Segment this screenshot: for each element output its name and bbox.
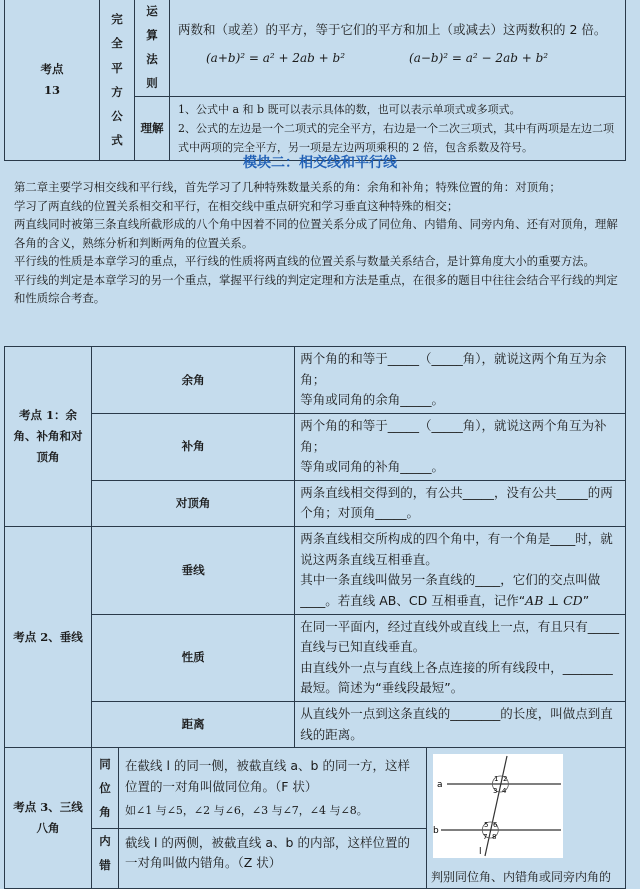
supplementary-line-1: 两个角的和等于_____（_____角），就说这两个角互为补角； (300, 417, 607, 454)
supplementary-label: 补角 (92, 413, 295, 480)
topic-name-cell: 完全平方公式 (100, 0, 135, 161)
supplementary-cell (295, 413, 626, 480)
angle-label: 3 (493, 787, 498, 796)
supplementary-line-2: 等角或同角的补角_____。 (300, 459, 445, 475)
intro-paragraph: 平行线的判定是本章学习的另一个重点，掌握平行线的判定定理和方法是重点，在很多的题目中往往会结合平行线的判定和性质综合考查。 (14, 272, 618, 305)
angle-label: 4 (502, 787, 507, 796)
topic-3-cell: 考点 3、三线八角 (5, 748, 92, 889)
perpendicular-line-2 (300, 570, 620, 611)
intro-paragraph: 学习了两直线的位置关系相交和平行，在相交线中重点研究和学习垂直这种特殊的相交； (14, 198, 459, 213)
complementary-cell (295, 347, 626, 414)
topic-13-cell: 考点 13 (5, 0, 100, 161)
alternate-angle-label: 内错 (92, 828, 119, 888)
chapter-intro (14, 178, 626, 308)
distance-label: 距离 (92, 702, 295, 748)
knowledge-table (4, 346, 626, 889)
module-title: 模块二：相交线和平行线 (243, 155, 397, 171)
angle-label: 1 (494, 775, 499, 784)
angle-label: 2 (503, 775, 508, 784)
intro-paragraph: 第二章主要学习相交线和平行线，首先学习了几种特殊数量关系的角：余角和补角；特殊位置的角：对顶角； (14, 180, 561, 194)
property-label: 性质 (92, 614, 295, 702)
formula-sum-square: (a+b)² = a² + 2ab + b² (206, 51, 346, 66)
topic-2-cell: 考点 2、垂线 (5, 527, 92, 748)
perpendicular-line-2-text: 其中一条直线叫做另一条直线的____，它们的交点叫做____。若直线 AB、CD 互相垂直，记作“ (300, 572, 601, 608)
corresponding-angle-label: 同位角 (92, 748, 119, 828)
corresponding-angle-cell (119, 748, 427, 828)
alternate-angle-line-1: 截线 l 的两侧，被截直线 a、b 的内部，这样位置的一对角叫做内错角。（Z 状） (125, 834, 410, 871)
label-l: l (479, 847, 482, 858)
angle-label: 6 (493, 821, 498, 830)
diagram-cell (427, 748, 626, 889)
intro-paragraph: 平行线的性质是本章学习的重点，平行线的性质将两直线的位置关系与数量关系结合，是计算角度大小的重要方法。 (14, 254, 595, 268)
understanding-point-1: 1、公式中 a 和 b 既可以表示具体的数，也可以表示单项式或多项式。 (178, 102, 521, 116)
complementary-line-1: 两个角的和等于_____（_____角），就说这两个角互为余角； (300, 351, 607, 387)
topic-1-cell: 考点 1：余角、补角和对顶角 (5, 347, 92, 527)
alternate-angle-cell (119, 828, 427, 888)
formula-table (4, 0, 626, 161)
rule-label: 运算法则 (135, 0, 170, 96)
property-line-2: 由直线外一点与直线上各点连接的所有线段中，________最短。简述为“垂线段最短”。 (300, 659, 613, 696)
angle-label: 8 (492, 833, 497, 842)
corresponding-angle-line-1: 在截线 l 的同一侧，被截直线 a、b 的同一方，这样位置的一对角叫做同位角。（F 状） (125, 758, 410, 794)
angle-label: 7 (483, 833, 488, 842)
corresponding-angle-examples: 如∠1 与∠5，∠2 与∠6，∠3 与∠7，∠4 与∠8。 (125, 803, 368, 817)
property-cell (295, 614, 626, 702)
line-l (485, 756, 507, 856)
angle-label: 5 (484, 821, 489, 830)
rule-text: 两数和（或差）的平方，等于它们的平方和加上（或减去）这两数积的 2 倍。 (178, 21, 607, 37)
property-line-1: 在同一平面内，经过直线外或直线上一点，有且只有_____直线与已知直线垂直。 (300, 618, 620, 655)
complementary-line-2: 等角或同角的余角_____。 (300, 392, 445, 408)
perpendicular-notation-end: ” (582, 592, 590, 608)
transversal-diagram (433, 754, 563, 858)
label-b: b (433, 826, 439, 837)
perpendicular-cell (295, 527, 626, 615)
vertical-angle-label: 对顶角 (92, 480, 295, 526)
complementary-label: 余角 (92, 347, 295, 414)
formula-diff-square: (a−b)² = a² − 2ab + b² (409, 51, 549, 66)
label-a: a (437, 780, 443, 791)
understanding-point-2: 2、公式的左边是一个二项式的完全平方，右边是一个二次三项式，其中有两项是左边二项式中两项的完全平方，另一项是左边两项乘积的 2 倍，包含系数及符号。 (178, 121, 614, 155)
distance-cell: 从直线外一点到这条直线的________的长度，叫做点到直线的距离。 (295, 702, 626, 748)
understanding-label: 理解 (135, 96, 170, 161)
rule-cell (170, 0, 626, 96)
intro-paragraph: 两直线同时被第三条直线所截形成的八个角中因着不同的位置关系分成了同位角、内错角、同旁内角、还有对顶角，理解各角的含义，熟练分析和判断两角的位置关系。 (14, 217, 618, 250)
perpendicular-notation: AB ⊥ CD (525, 592, 583, 608)
perpendicular-line-1: 两条直线相交所构成的四个角中，有一个角是____时，就说这两条直线互相垂直。 (300, 531, 613, 567)
perpendicular-label: 垂线 (92, 527, 295, 615)
vertical-angle-cell: 两条直线相交得到的，有公共_____，没有公共_____的两个角；对顶角_____。 (295, 480, 626, 526)
diagram-caption: 判别同位角、内错角或同旁内角的 (431, 870, 612, 885)
